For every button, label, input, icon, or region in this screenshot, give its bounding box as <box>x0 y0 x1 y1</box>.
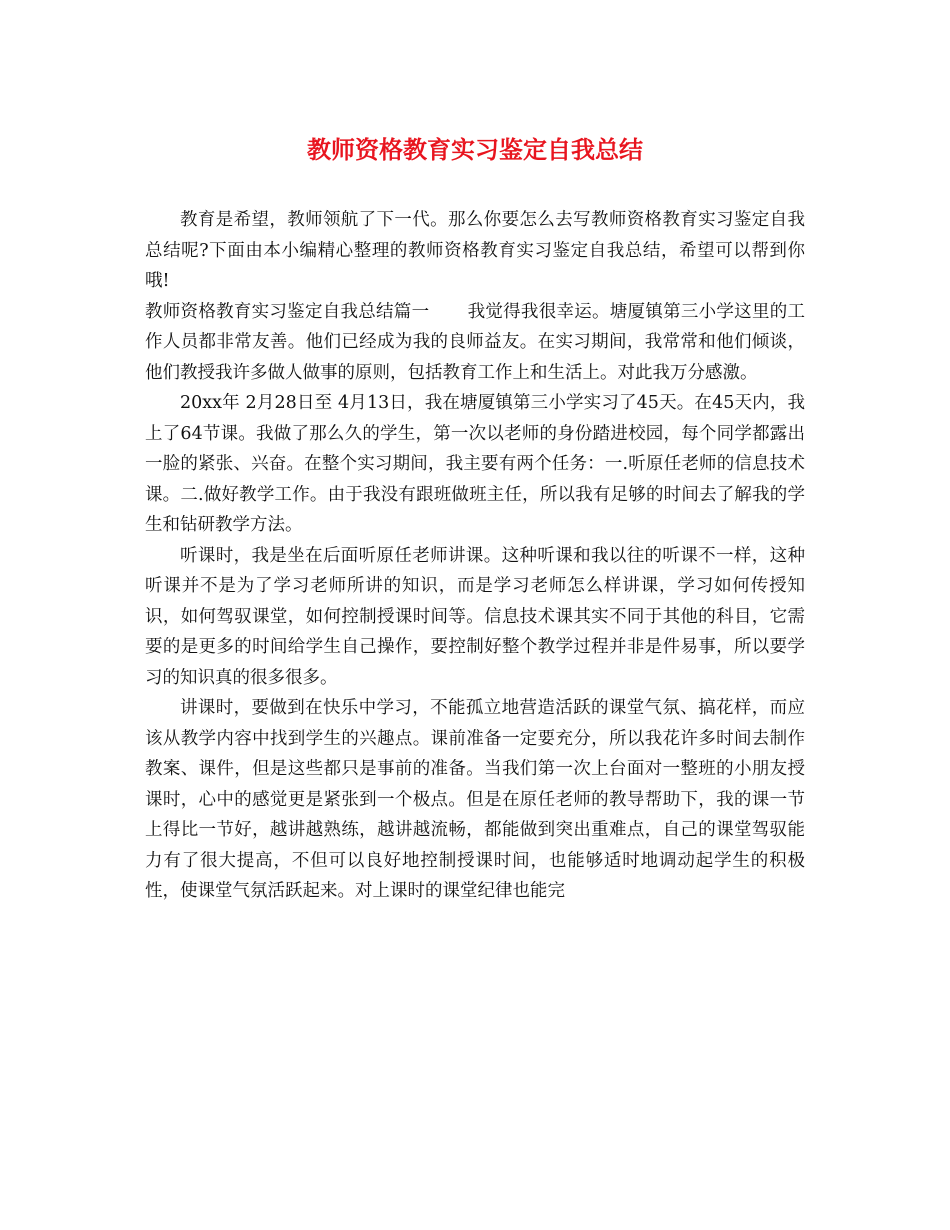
teaching-paragraph: 讲课时，要做到在快乐中学习，不能孤立地营造活跃的课堂气氛、搞花样，而应该从教学内容中找到学生的兴趣点。课前准备一定要充分，所以我花许多时间去制作教案、课件，但是这些都只是事前的准备。当我们第一次上台面对一整班的小朋友授课时，心中的感觉更是紧张到一个极点。但是在原任老师的教导帮助下，我的课一节上得比一节好，越讲越熟练，越讲越流畅，都能做到突出重难点，自己的课堂驾驭能力有了很大提高，不但可以良好地控制授课时间，也能够适时地调动起学生的积极性，使课堂气氛活跃起来。对上课时的课堂纪律也能完 <box>145 698 805 901</box>
section-lead-text: 我觉得我很幸运。塘厦镇第三小学这里的工作人员都非常友善。他们已经成为我的良师益友。在实习期间，我常常和他们倾谈，他们教授我许多做人做事的原则，包括教育工作上和生活上。对此我万分感激。 <box>145 301 805 383</box>
internship-dates-paragraph: 20xx年 2月28日至 4月13日，我在塘厦镇第三小学实习了45天。在45天内，我上了64节课。我做了那么久的学生，第一次以老师的身份踏进校园，每个同学都露出一脸的紧张、兴奋。在整个实习期间，我主要有两个任务：一.听原任老师的信息技术课。二.做好教学工作。由于我没有跟班做班主任，所以我有足够的时间去了解我的学生和钻研教学方法。 <box>145 393 805 535</box>
page-title: 教师资格教育实习鉴定自我总结 <box>307 135 643 164</box>
document-body <box>145 205 805 907</box>
section-paragraph <box>145 297 805 389</box>
section-heading: 教师资格教育实习鉴定自我总结篇一 <box>145 301 430 322</box>
observation-paragraph: 听课时，我是坐在后面听原任老师讲课。这种听课和我以往的听课不一样，这种听课并不是为了学习老师所讲的知识，而是学习老师怎么样讲课，学习如何传授知识，如何驾驭课堂，如何控制授课时间等。信息技术课其实不同于其他的科目，它需要的是更多的时间给学生自己操作，要控制好整个教学过程并非是件易事，所以要学习的知识真的很多很多。 <box>145 545 805 688</box>
intro-paragraph: 教育是希望，教师领航了下一代。那么你要怎么去写教师资格教育实习鉴定自我总结呢?下面由本小编精心整理的教师资格教育实习鉴定自我总结，希望可以帮到你哦! <box>145 210 805 291</box>
